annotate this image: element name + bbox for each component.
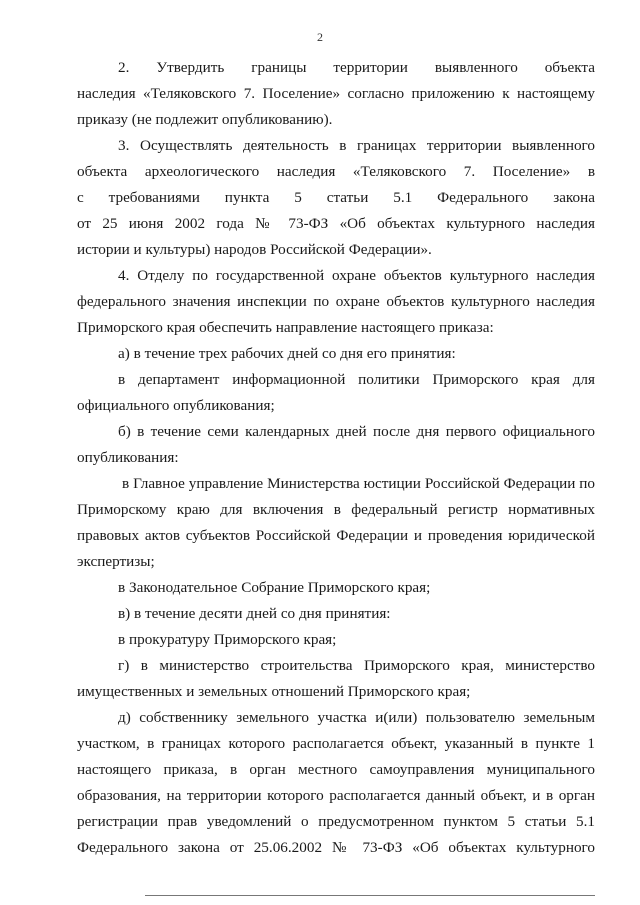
text-line: официального опубликования;	[77, 397, 275, 414]
text-line: имущественных и земельных отношений Приморского края;	[77, 683, 471, 700]
text-line: д) собственнику земельного участка и(или) пользователю земельным	[118, 709, 595, 726]
text-line: в прокуратуру Приморского края;	[118, 631, 337, 648]
text-line: настоящего приказа, в орган местного самоуправления муниципального	[77, 761, 595, 778]
text-line: опубликования:	[77, 449, 179, 466]
text-line: участком, в границах которого располагается объект, указанный в пункте 1	[77, 735, 595, 752]
text-line: 4. Отделу по государственной охране объектов культурного наследия	[118, 267, 595, 284]
text-line: приказу (не подлежит опубликованию).	[77, 111, 333, 128]
text-line: федерального значения инспекции по охране объектов культурного наследия	[77, 293, 595, 310]
text-line: наследия «Теляковского 7. Поселение» согласно приложению к настоящему	[77, 85, 595, 102]
text-line: образования, на территории которого располагается данный объект, и в орган	[77, 787, 595, 804]
text-line: в Главное управление Министерства юстиции Российской Федерации по	[122, 475, 595, 492]
text-line: Федерального закона от 25.06.2002 № 73-ФЗ «Об объектах культурного	[77, 839, 595, 856]
page-number: 2	[317, 30, 323, 44]
text-line: г) в министерство строительства Приморского края, министерство	[118, 657, 595, 674]
text-line: в) в течение десяти дней со дня принятия:	[118, 605, 391, 622]
text-line: регистрации прав уведомлений о предусмотренном пунктом 5 статьи 5.1	[77, 813, 595, 830]
text-line: от 25 июня 2002 года № 73-ФЗ «Об объектах культурного наследия	[77, 215, 595, 232]
text-line: экспертизы;	[77, 553, 155, 570]
text-line: истории и культуры) народов Российской Федерации».	[77, 241, 432, 258]
text-line: объекта археологического наследия «Теляковского 7. Поселение» в	[77, 163, 595, 180]
text-line: 2. Утвердить границы территории выявленного объекта	[118, 59, 595, 76]
text-line: 3. Осуществлять деятельность в границах территории выявленного	[118, 137, 595, 154]
scan-edge-rule	[145, 895, 595, 896]
text-line: в Законодательное Собрание Приморского края;	[118, 579, 431, 596]
text-line: б) в течение семи календарных дней после дня первого официального	[118, 423, 595, 440]
text-line: Приморскому краю для включения в федеральный регистр нормативных	[77, 501, 595, 518]
text-line: Приморского края обеспечить направление настоящего приказа:	[77, 319, 494, 336]
text-line: с требованиями пункта 5 статьи 5.1 Федерального закона	[77, 189, 595, 206]
text-line: правовых актов субъектов Российской Федерации и проведения юридической	[77, 527, 595, 544]
text-line: в департамент информационной политики Приморского края для	[118, 371, 595, 388]
text-line: а) в течение трех рабочих дней со дня его принятия:	[118, 345, 456, 362]
